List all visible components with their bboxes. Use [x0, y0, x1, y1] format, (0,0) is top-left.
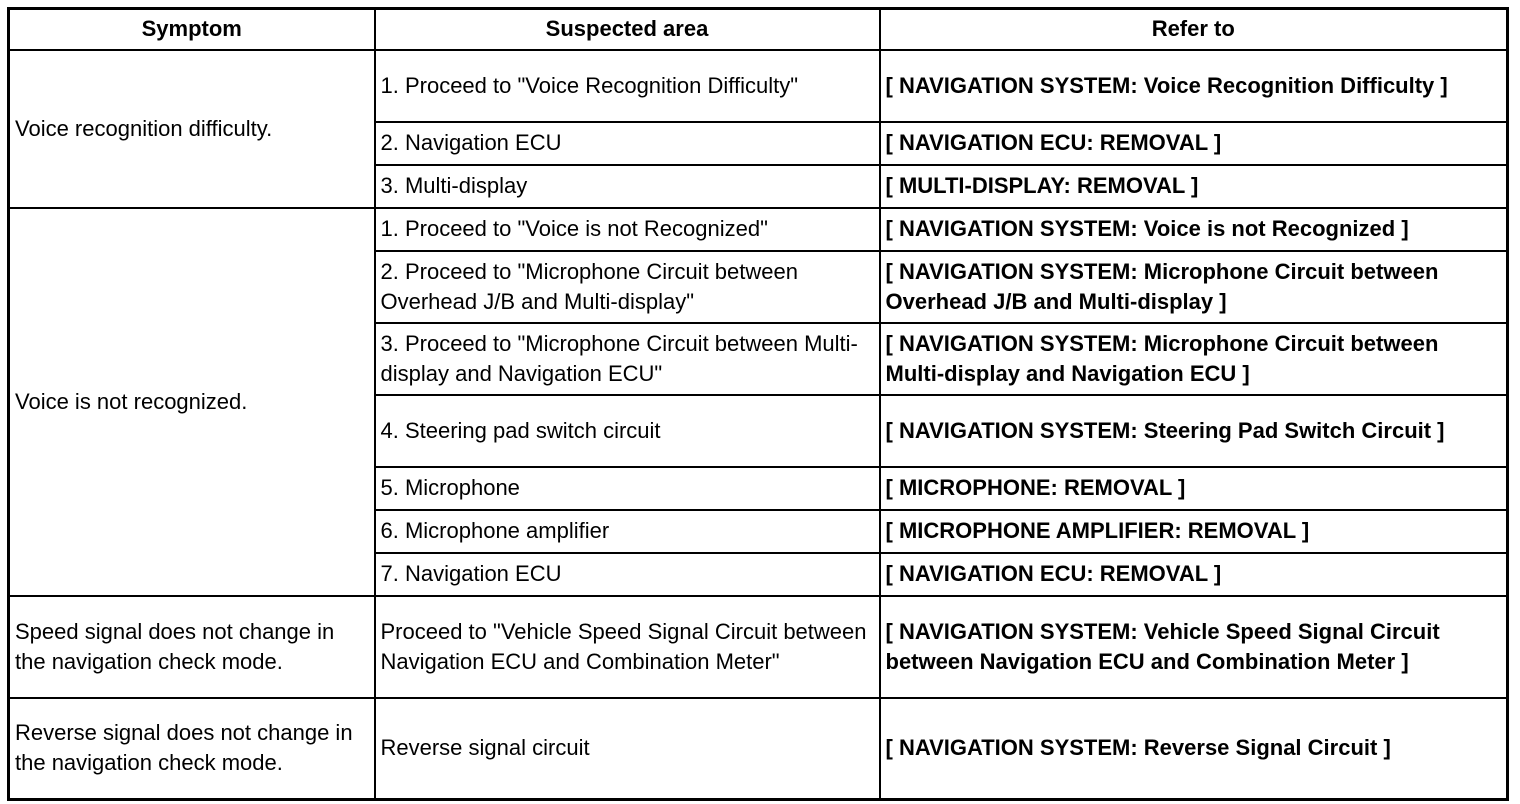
suspected-area-cell: 2. Proceed to "Microphone Circuit between Overhead J/B and Multi-display": [375, 251, 880, 323]
refer-to-link[interactable]: [ NAVIGATION SYSTEM: Voice Recognition Difficulty ]: [880, 50, 1508, 122]
refer-to-link[interactable]: [ MULTI-DISPLAY: REMOVAL ]: [880, 165, 1508, 208]
table-row: [9, 596, 1508, 698]
symptom-cell: Reverse signal does not change in the navigation check mode.: [9, 698, 375, 800]
table-row: [9, 698, 1508, 800]
symptom-cell: Speed signal does not change in the navigation check mode.: [9, 596, 375, 698]
refer-to-link[interactable]: [ NAVIGATION SYSTEM: Reverse Signal Circuit ]: [880, 698, 1508, 800]
troubleshooting-table: [7, 7, 1509, 801]
refer-to-link[interactable]: [ NAVIGATION SYSTEM: Steering Pad Switch Circuit ]: [880, 395, 1508, 467]
refer-to-link[interactable]: [ MICROPHONE: REMOVAL ]: [880, 467, 1508, 510]
suspected-area-cell: Reverse signal circuit: [375, 698, 880, 800]
header-symptom: Symptom: [9, 9, 375, 50]
suspected-area-cell: Proceed to "Vehicle Speed Signal Circuit between Navigation ECU and Combination Meter": [375, 596, 880, 698]
header-refer-to: Refer to: [880, 9, 1508, 50]
header-row: [9, 9, 1508, 50]
header-suspected-area: Suspected area: [375, 9, 880, 50]
suspected-area-cell: 7. Navigation ECU: [375, 553, 880, 596]
suspected-area-cell: 1. Proceed to "Voice is not Recognized": [375, 208, 880, 251]
table-row: [9, 50, 1508, 122]
suspected-area-cell: 2. Navigation ECU: [375, 122, 880, 165]
suspected-area-cell: 1. Proceed to "Voice Recognition Difficulty": [375, 50, 880, 122]
refer-to-link[interactable]: [ NAVIGATION SYSTEM: Microphone Circuit between Overhead J/B and Multi-display ]: [880, 251, 1508, 323]
refer-to-link[interactable]: [ NAVIGATION SYSTEM: Vehicle Speed Signal Circuit between Navigation ECU and Combination Meter ]: [880, 596, 1508, 698]
refer-to-link[interactable]: [ NAVIGATION ECU: REMOVAL ]: [880, 553, 1508, 596]
refer-to-link[interactable]: [ MICROPHONE AMPLIFIER: REMOVAL ]: [880, 510, 1508, 553]
refer-to-link[interactable]: [ NAVIGATION SYSTEM: Microphone Circuit between Multi-display and Navigation ECU ]: [880, 323, 1508, 395]
table-row: [9, 208, 1508, 251]
suspected-area-cell: 4. Steering pad switch circuit: [375, 395, 880, 467]
suspected-area-cell: 5. Microphone: [375, 467, 880, 510]
symptom-cell: Voice is not recognized.: [9, 208, 375, 596]
refer-to-link[interactable]: [ NAVIGATION SYSTEM: Voice is not Recognized ]: [880, 208, 1508, 251]
suspected-area-cell: 3. Multi-display: [375, 165, 880, 208]
suspected-area-cell: 3. Proceed to "Microphone Circuit between Multi-display and Navigation ECU": [375, 323, 880, 395]
refer-to-link[interactable]: [ NAVIGATION ECU: REMOVAL ]: [880, 122, 1508, 165]
suspected-area-cell: 6. Microphone amplifier: [375, 510, 880, 553]
symptom-cell: Voice recognition difficulty.: [9, 50, 375, 208]
